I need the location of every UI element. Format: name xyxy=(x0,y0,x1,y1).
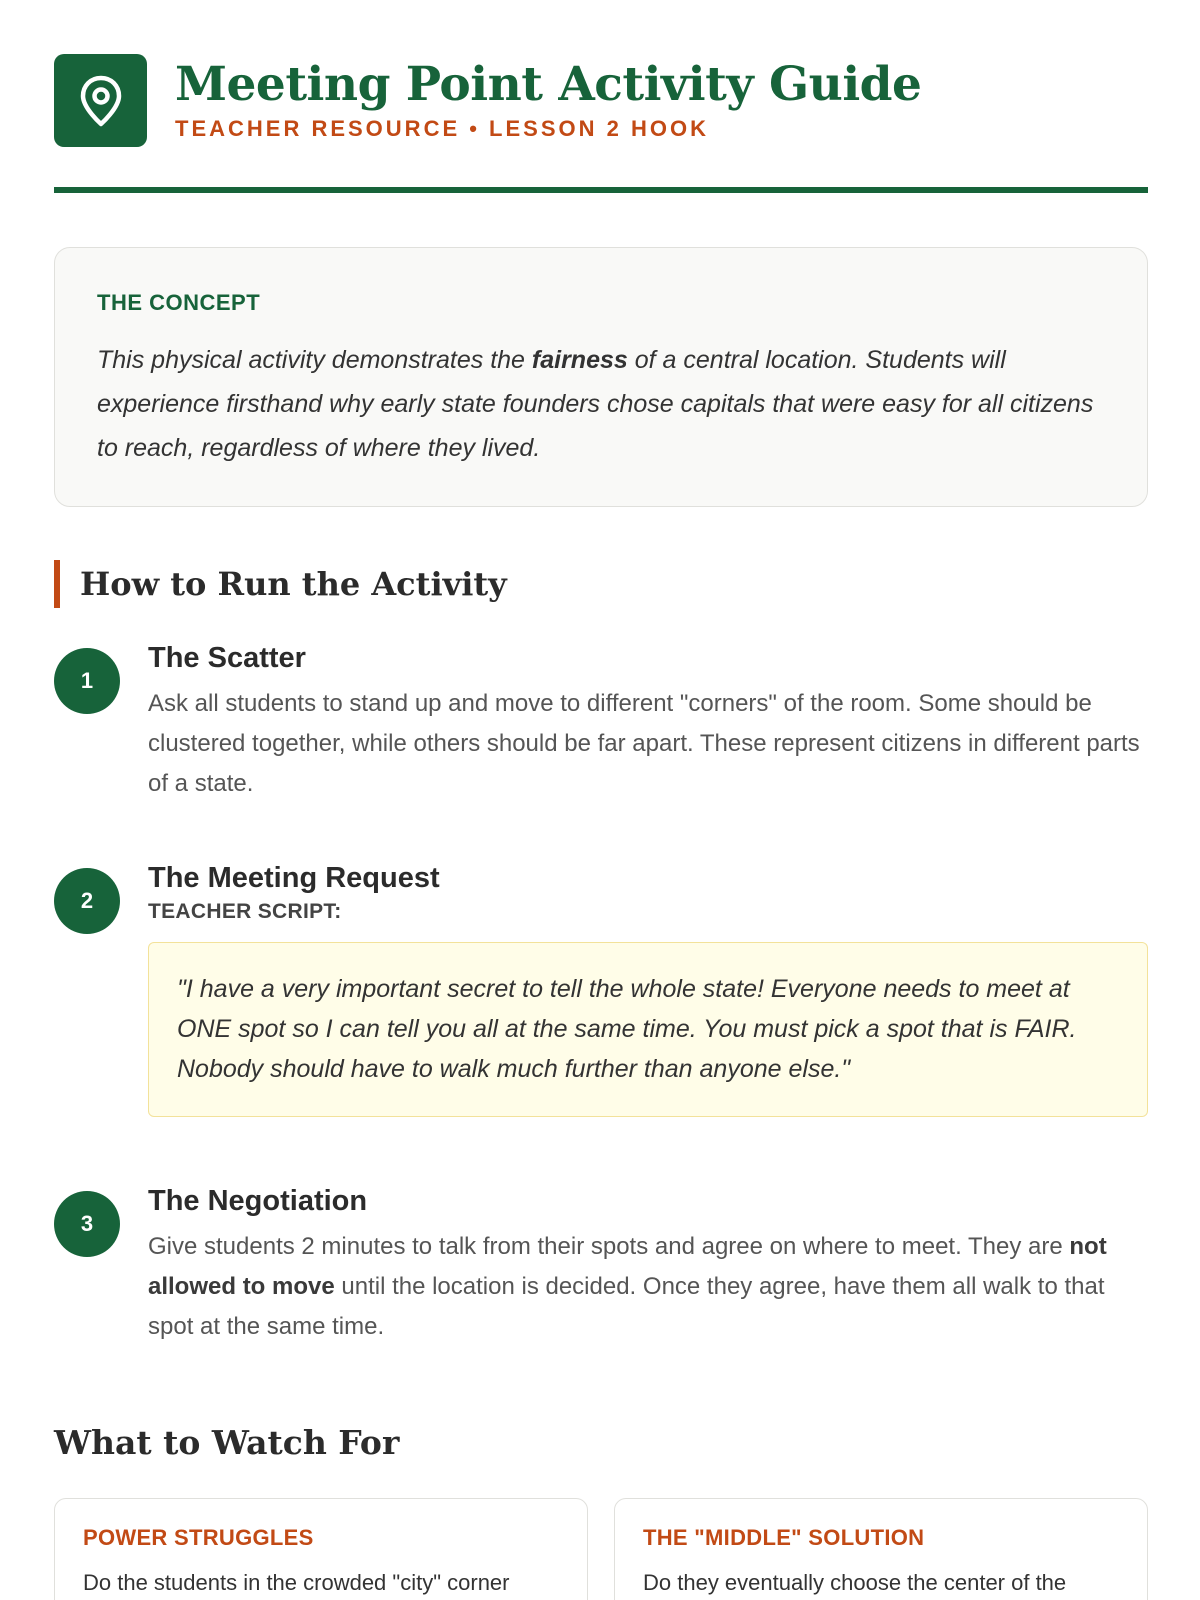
activity-heading: How to Run the Activity xyxy=(54,560,507,608)
page-title: Meeting Point Activity Guide xyxy=(175,57,922,112)
step-number-badge: 2 xyxy=(54,868,120,934)
watch-card xyxy=(54,1498,588,1600)
step-emphasis: not allowed to move xyxy=(148,1233,1107,1300)
concept-text xyxy=(97,338,1105,470)
step-body xyxy=(148,1185,1148,1347)
card-title: POWER STRUGGLES xyxy=(83,1525,314,1550)
concept-label: THE CONCEPT xyxy=(97,290,261,315)
card-text: Do they eventually choose the center of the xyxy=(643,1570,1067,1595)
page-header xyxy=(54,54,1148,194)
watch-card xyxy=(614,1498,1148,1600)
step-title: The Negotiation xyxy=(148,1185,368,1217)
page-subtitle: TEACHER RESOURCE • LESSON 2 HOOK xyxy=(175,116,709,141)
card-title: THE "MIDDLE" SOLUTION xyxy=(643,1525,925,1550)
step-text xyxy=(148,1227,1148,1347)
step-body xyxy=(148,862,1148,1117)
step-text-part: Give students 2 minutes to talk from their spots and agree on where to meet. They are xyxy=(148,1233,1070,1260)
header-divider xyxy=(54,187,1148,193)
step-number-badge: 3 xyxy=(54,1191,120,1257)
concept-box xyxy=(54,247,1148,507)
step-title: The Meeting Request xyxy=(148,862,440,894)
concept-text-part: of a central location. Students will experience firsthand why early state founders chose capitals that were easy for all citizens to reach, regardless of where they lived. xyxy=(97,346,1094,462)
watch-heading: What to Watch For xyxy=(54,1423,400,1462)
concept-emphasis: fairness xyxy=(531,346,628,374)
script-label: TEACHER SCRIPT: xyxy=(148,900,342,923)
card-text: Do the students in the crowded "city" corner xyxy=(83,1570,510,1595)
step-body xyxy=(148,642,1148,804)
step-text: Ask all students to stand up and move to different "corners" of the room. Some should be clustered together, while others should be far apart. These represent citizens in different parts of a state. xyxy=(148,690,1140,797)
step-title: The Scatter xyxy=(148,642,306,674)
concept-text-part: This physical activity demonstrates the xyxy=(97,346,532,374)
teacher-script-box: "I have a very important secret to tell the whole state! Everyone needs to meet at ONE spot so I can tell you all at the same time. You must pick a spot that is FAIR. Nobody should have to walk much further than anyone else." xyxy=(148,942,1148,1117)
map-pin-icon xyxy=(79,75,123,127)
logo-badge xyxy=(54,54,147,147)
step-number-badge: 1 xyxy=(54,648,120,714)
step-text-part: until the location is decided. Once they agree, have them all walk to that spot at the same time. xyxy=(148,1273,1105,1340)
